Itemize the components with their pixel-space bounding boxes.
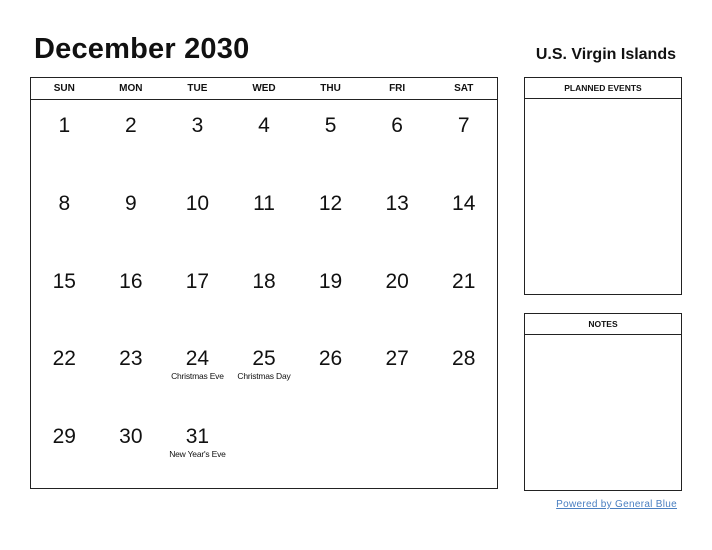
day-cell: [164, 100, 231, 178]
day-number: 13: [385, 191, 409, 215]
day-cell: [231, 178, 298, 256]
day-number: 2: [125, 114, 137, 137]
day-cell: [430, 333, 497, 411]
day-number: 25: [252, 347, 276, 371]
day-cell: [364, 100, 431, 178]
day-number: 4: [258, 114, 270, 137]
page-title: December 2030: [34, 33, 250, 65]
day-cell: [231, 411, 298, 489]
holiday-label: Christmas Eve: [171, 371, 224, 382]
day-number: 10: [185, 191, 210, 215]
day-number: 6: [391, 114, 403, 137]
day-number: 12: [318, 191, 343, 215]
holiday-label: Christmas Day: [237, 371, 291, 382]
day-cell: [364, 178, 431, 256]
planned-events-panel: [524, 77, 682, 295]
day-cell: [31, 100, 98, 178]
day-cell: [430, 411, 497, 489]
day-number: 7: [457, 114, 470, 137]
day-cell: [364, 411, 431, 489]
day-number: 19: [318, 269, 343, 293]
planned-events-heading: PLANNED EVENTS: [525, 78, 681, 99]
day-cell: [364, 256, 431, 334]
day-number: 31: [185, 425, 210, 449]
weekday-wed: WED: [252, 83, 276, 94]
day-cell: [98, 100, 165, 178]
region-label: U.S. Virgin Islands: [535, 46, 676, 63]
month-calendar: [30, 77, 498, 489]
day-number: 9: [125, 191, 137, 215]
weekday-thu: THU: [320, 83, 341, 94]
day-cell: [231, 333, 298, 411]
day-number: 16: [119, 269, 143, 293]
weekday-tue: TUE: [187, 83, 208, 94]
week-row: [31, 411, 497, 489]
day-cell: [164, 178, 231, 256]
week-row: [31, 178, 497, 256]
day-cell: [297, 333, 364, 411]
day-cell: [297, 178, 364, 256]
notes-heading: NOTES: [525, 314, 681, 335]
day-cell: [297, 256, 364, 334]
day-cell: [164, 256, 231, 334]
day-number: 14: [452, 191, 476, 215]
calendar-weeks: [31, 100, 497, 489]
day-cell: [31, 333, 98, 411]
day-number: 15: [52, 269, 76, 293]
notes-panel: [524, 313, 682, 491]
day-cell: [364, 333, 431, 411]
day-cell: [31, 411, 98, 489]
day-cell: [98, 256, 165, 334]
day-cell: [297, 411, 364, 489]
day-number: 24: [185, 347, 210, 371]
powered-by-link[interactable]: Powered by General Blue: [556, 499, 677, 510]
day-cell: [164, 411, 231, 489]
weekday-sun: SUN: [53, 83, 75, 94]
day-number: 1: [58, 114, 71, 137]
day-number: 21: [452, 269, 476, 293]
weekday-mon: MON: [119, 83, 143, 94]
day-number: 27: [385, 347, 409, 371]
day-number: 26: [318, 347, 343, 371]
day-number: 30: [119, 425, 143, 449]
day-number: 23: [119, 347, 143, 371]
day-cell: [430, 100, 497, 178]
day-cell: [98, 333, 165, 411]
day-number: 17: [185, 269, 210, 293]
day-cell: [231, 100, 298, 178]
day-cell: [164, 333, 231, 411]
weekday-sat: SAT: [454, 83, 474, 94]
week-row: [31, 256, 497, 334]
weekday-fri: FRI: [389, 83, 406, 94]
week-row: [31, 333, 497, 411]
day-cell: [98, 178, 165, 256]
day-cell: [231, 256, 298, 334]
day-number: 18: [252, 269, 276, 293]
day-cell: [31, 256, 98, 334]
week-row: [31, 100, 497, 178]
day-number: 29: [52, 425, 76, 449]
day-number: 20: [385, 269, 409, 293]
weekday-header-row: [31, 78, 497, 100]
day-number: 11: [253, 191, 275, 215]
holiday-label: New Year's Eve: [169, 449, 226, 460]
day-cell: [430, 178, 497, 256]
day-cell: [31, 178, 98, 256]
day-number: 28: [452, 347, 476, 371]
day-cell: [297, 100, 364, 178]
day-cell: [98, 411, 165, 489]
day-cell: [430, 256, 497, 334]
day-number: 3: [191, 114, 204, 137]
day-number: 22: [52, 347, 76, 371]
day-number: 5: [324, 114, 337, 137]
day-number: 8: [58, 191, 71, 215]
